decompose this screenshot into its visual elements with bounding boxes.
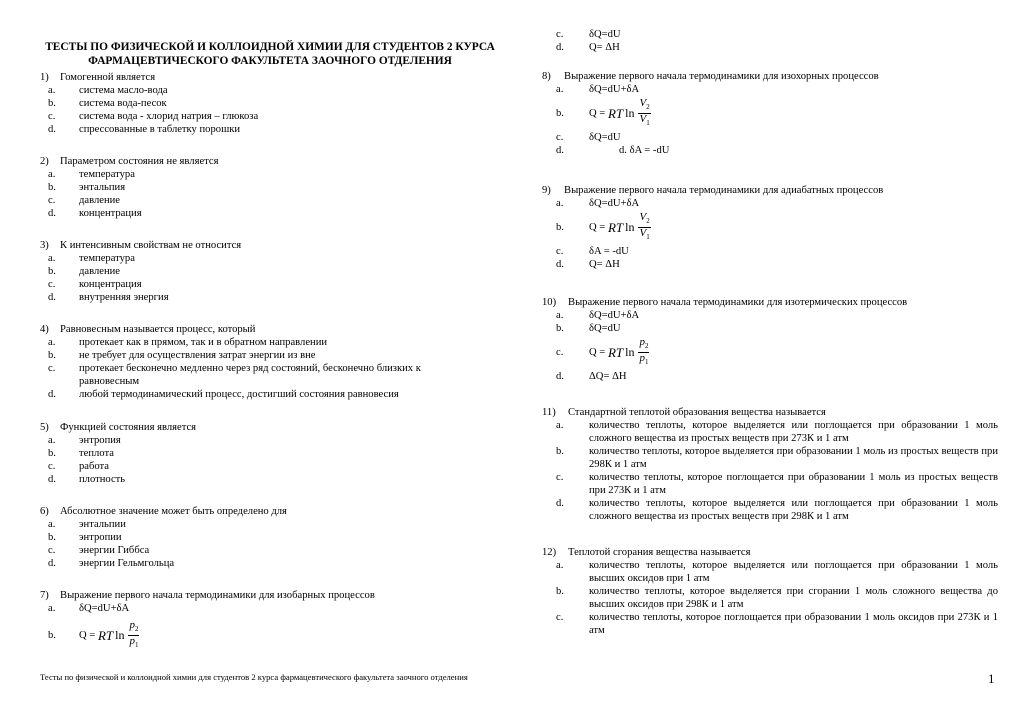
- option-3a: a. температура: [48, 253, 135, 264]
- option-1d: d. спрессованные в таблетку порошки: [48, 124, 241, 135]
- option-7d: d. Q= ΔH: [556, 42, 620, 53]
- option-4d: d. любой термодинамический процесс, достигший состояния равновесия: [48, 389, 399, 400]
- option-4c: c. протекает бесконечно медленно через ряд состояний, бесконечно близких к равновесным: [48, 363, 421, 387]
- question-5: 5) Функцией состояния является a. энтропия b. теплота c. работа d. плотность: [40, 421, 500, 486]
- formula-pressure-2: Q = RT ln $\frac{p_2}{p_1}$: [589, 336, 649, 367]
- option-6a: a. энтальпии: [48, 519, 126, 530]
- option-1a: a. система масло-вода: [48, 85, 168, 96]
- question-11: 11) Стандартной теплотой образования вещества называется a. количество теплоты, которое выделяется или поглощается при образовании 1 моль сложного вещества из простых веществ при 273К и 1 атм b. количество теплоты, которое выделяется при образовании 1 моль из простых веществ при 298К и 1 атм c. количество теплоты, которое поглощается при образовании 1 моль из простых веществ при 273К и 1 атм d. количество теплоты, которое выделяется или поглощается при образовании 1 моль сложного вещества из простых веществ при 298К и 1 атм: [542, 407, 998, 522]
- question-12: 12) Теплотой сгорания вещества называется a. количество теплоты, которое выделяется или поглощается при образовании 1 моль высших оксидов при 1 атм b. количество теплоты, которое выделяется при сгорании 1 моль сложного вещества до высших оксидов при 298К и 1 атм c. количество теплоты, которое поглощается при образовании 1 моль оксидов при 273К и 1 атм: [542, 547, 998, 636]
- page-footer: Тесты по физической и коллоидной химии для студентов 2 курса фармацевтического факультета заочного отделения: [40, 672, 468, 682]
- option-7b: b. Q = RT ln $\frac{p_2}{p_1}$: [48, 619, 139, 650]
- formula-volume-2: Q = RT ln $\frac{V_2}{V_1}$: [589, 211, 650, 242]
- option-5b: b. теплота: [48, 448, 114, 459]
- question-4: 4) Равновесным называется процесс, который a. протекает как в прямом, так и в обратном направлении b. не требует для осуществления затрат энергии из вне c. протекает бесконечно медленно через ряд состояний, бесконечно близких к равновесным d. любой термодинамический процесс, достигший состояния равновесия: [40, 323, 500, 401]
- option-12a: a. количество теплоты, которое выделяется или поглощается при образовании 1 моль высших оксидов при 1 атм: [556, 560, 998, 584]
- option-3c: c. концентрация: [48, 279, 142, 290]
- option-11a: a. количество теплоты, которое выделяется или поглощается при образовании 1 моль сложного вещества из простых веществ при 273К и 1 атм: [556, 420, 998, 444]
- formula-volume: Q = RT ln $\frac{V_2}{V_1}$: [589, 97, 650, 128]
- option-6d: d. энергии Гельмгольца: [48, 558, 175, 569]
- option-3d: d. внутренняя энергия: [48, 292, 169, 303]
- option-9b: b. Q = RT ln $\frac{V_2}{V_1}$: [556, 211, 650, 242]
- option-10a: a. δQ=dU+δA: [556, 310, 640, 321]
- option-8c: c. δQ=dU: [556, 132, 621, 144]
- option-5c: c. работа: [48, 461, 110, 472]
- option-10c: c. Q = RT ln $\frac{p_2}{p_1}$: [556, 336, 649, 367]
- option-8d: d. d. δA = -dU: [556, 145, 670, 157]
- question-8: 8) Выражение первого начала термодинамики для изохорных процессов a. δQ=dU+δA b. Q = RT ln $\frac{V_2}{V_1}$ c. δQ=dU d. d. δA = -dU: [542, 70, 998, 157]
- option-1c: c. система вода - хлорид натрия – глюкоза: [48, 111, 259, 122]
- option-6c: c. энергии Гиббса: [48, 545, 150, 556]
- question-6: 6) Абсолютное значение может быть определено для a. энтальпии b. энтропии c. энергии Гиббса d. энергии Гельмгольца: [40, 505, 500, 570]
- question-7: 7) Выражение первого начала термодинамики для изобарных процессов a. δQ=dU+δA b. Q = RT ln $\frac{p_2}{p_1}$: [40, 589, 500, 651]
- option-7c: c. δQ=dU: [556, 29, 621, 40]
- option-5a: a. энтропия: [48, 435, 121, 446]
- question-1: 1) Гомогенной является a. система масло-вода b. система вода-песок c. система вода - хлорид натрия – глюкоза d. спрессованные в таблетку порошки: [40, 71, 500, 136]
- question-9: 9) Выражение первого начала термодинамики для адиабатных процессов a. δQ=dU+δA b. Q = RT ln $\frac{V_2}{V_1}$ c. δA = -dU d. Q= ΔH: [542, 184, 998, 271]
- option-2d: d. концентрация: [48, 208, 142, 219]
- option-2c: c. давление: [48, 195, 120, 206]
- option-9d: d. Q= ΔH: [556, 259, 620, 271]
- option-4b: b. не требует для осуществления затрат энергии из вне: [48, 350, 316, 361]
- formula-pressure: Q = RT ln $\frac{p_2}{p_1}$: [79, 619, 139, 650]
- option-8a: a. δQ=dU+δA: [556, 84, 640, 95]
- page-title: ТЕСТЫ ПО ФИЗИЧЕСКОЙ И КОЛЛОИДНОЙ ХИМИИ ДЛЯ СТУДЕНТОВ 2 КУРСА ФАРМАЦЕВТИЧЕСКОГО ФАКУЛЬТЕТА ЗАОЧНОГО ОТДЕЛЕНИЯ: [45, 41, 495, 67]
- option-8b: b. Q = RT ln $\frac{V_2}{V_1}$: [556, 97, 650, 128]
- option-3b: b. давление: [48, 266, 120, 277]
- option-9a: a. δQ=dU+δA: [556, 198, 640, 209]
- option-12c: c. количество теплоты, которое поглощается при образовании 1 моль оксидов при 273К и 1 атм: [556, 612, 998, 636]
- option-11b: b. количество теплоты, которое выделяется при образовании 1 моль из простых веществ при 298К и 1 атм: [556, 446, 998, 470]
- question-7-continued: [542, 28, 998, 54]
- question-2: 2) Параметром состояния не является a. температура b. энтальпия c. давление d. концентрация: [40, 155, 500, 220]
- option-5d: d. плотность: [48, 474, 126, 485]
- option-11c: c. количество теплоты, которое поглощается при образовании 1 моль из простых веществ при 273К и 1 атм: [556, 472, 998, 496]
- option-10d: d. ΔQ= ΔH: [556, 371, 627, 383]
- option-11d: d. количество теплоты, которое выделяется или поглощается при образовании 1 моль сложного вещества из простых веществ при 298К и 1 атм: [556, 498, 998, 522]
- question-10: 10) Выражение первого начала термодинамики для изотермических процессов a. δQ=dU+δA b. δQ=dU c. Q = RT ln $\frac{p_2}{p_1}$ d. ΔQ= ΔH: [542, 296, 998, 383]
- option-7a: a. δQ=dU+δA: [48, 603, 130, 614]
- option-2b: b. энтальпия: [48, 182, 126, 193]
- option-4a: a. протекает как в прямом, так и в обратном направлении: [48, 337, 328, 348]
- option-1b: b. система вода-песок: [48, 98, 167, 109]
- question-3: 3) К интенсивным свойствам не относится a. температура b. давление c. концентрация d. внутренняя энергия: [40, 239, 500, 304]
- option-10b: b. δQ=dU: [556, 323, 621, 334]
- option-12b: b. количество теплоты, которое выделяется при сгорании 1 моль сложного вещества до высших оксидов при 298К и 1 атм: [556, 586, 998, 610]
- option-6b: b. энтропии: [48, 532, 122, 543]
- option-2a: a. температура: [48, 169, 135, 180]
- page-number: 1: [988, 671, 995, 686]
- option-9c: c. δA = -dU: [556, 246, 629, 258]
